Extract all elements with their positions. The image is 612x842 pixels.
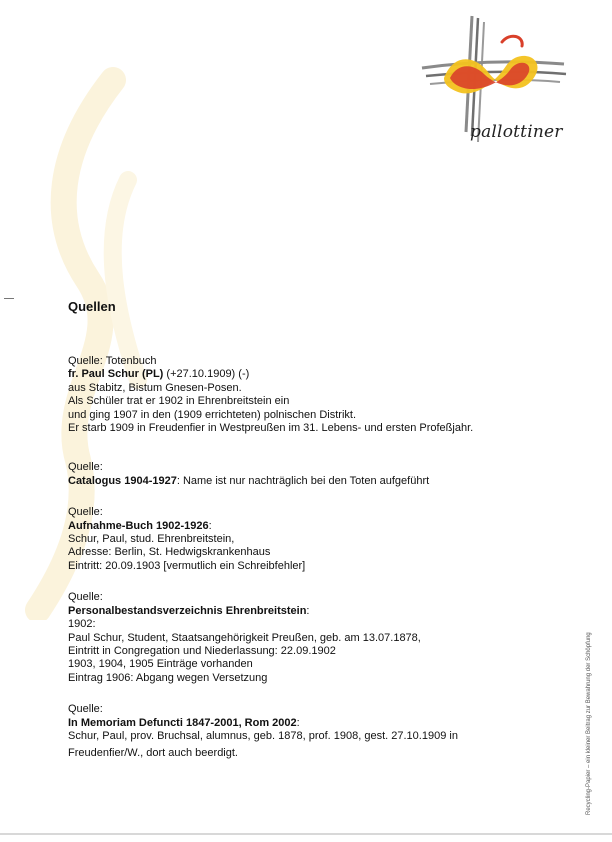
source-line: 1903, 1904, 1905 Einträge vorhanden bbox=[68, 658, 253, 671]
source-line: und ging 1907 in den (1909 errichteten) polnischen Distrikt. bbox=[68, 408, 357, 421]
logo-text: pallottiner bbox=[470, 122, 563, 142]
margin-mark bbox=[4, 298, 14, 299]
source-line: Freudenfier/W., dort auch beerdigt. bbox=[68, 747, 238, 760]
page-title: Quellen bbox=[68, 299, 116, 314]
source-line: Eintrag 1906: Abgang wegen Versetzung bbox=[68, 671, 268, 684]
source-label: Quelle: bbox=[68, 703, 103, 716]
source-line: Schur, Paul, prov. Bruchsal, alumnus, geb. 1878, prof. 1908, gest. 27.10.1909 in bbox=[68, 729, 458, 742]
source-title: Personalbestandsverzeichnis Ehrenbreitstein bbox=[68, 604, 307, 617]
source-line: Er starb 1909 in Freudenfier in Westpreußen im 31. Lebens- und ersten Profeßjahr. bbox=[68, 422, 474, 435]
source-block-catalogus bbox=[68, 461, 588, 488]
recycling-note: Recycling-Papier – ein kleiner Beitrag zur Bewahrung der Schöpfung bbox=[586, 632, 592, 815]
source-line: Eintritt: 20.09.1903 [vermutlich ein Schreibfehler] bbox=[68, 559, 306, 572]
source-title: Catalogus 1904-1927 bbox=[68, 474, 177, 487]
source-line: 1902: bbox=[68, 618, 96, 631]
source-title-rest: : bbox=[296, 716, 300, 729]
source-line: Paul Schur, Student, Staatsangehörigkeit Preußen, geb. am 13.07.1878, bbox=[68, 631, 421, 644]
source-label: Quelle: bbox=[68, 506, 103, 519]
source-block-aufnahme-buch bbox=[68, 506, 588, 573]
source-label: Quelle: bbox=[68, 461, 103, 474]
source-title-rest: : bbox=[208, 519, 212, 532]
source-label: Quelle: bbox=[68, 591, 103, 604]
source-title: fr. Paul Schur (PL) bbox=[68, 368, 164, 381]
source-title-rest: : Name ist nur nachträglich bei den Toten aufgeführt bbox=[176, 474, 430, 487]
source-label-title: Totenbuch bbox=[105, 355, 157, 367]
source-title: In Memoriam Defuncti 1847-2001, Rom 2002 bbox=[68, 716, 297, 729]
source-block-personalbestand bbox=[68, 591, 588, 685]
source-block-in-memoriam bbox=[68, 703, 588, 761]
source-title: Aufnahme-Buch 1902-1926 bbox=[68, 519, 209, 532]
page-edge-line bbox=[0, 833, 612, 835]
sources-list bbox=[68, 355, 588, 779]
source-line: Als Schüler trat er 1902 in Ehrenbreitstein ein bbox=[68, 395, 290, 408]
source-title-rest: : bbox=[306, 604, 310, 617]
source-line: Eintritt in Congregation und Niederlassung: 22.09.1902 bbox=[68, 644, 336, 657]
source-title-rest: (+27.10.1909) (-) bbox=[163, 368, 250, 381]
source-line: aus Stabitz, Bistum Gnesen-Posen. bbox=[68, 381, 242, 394]
source-line: Schur, Paul, stud. Ehrenbreitstein, bbox=[68, 533, 235, 546]
source-line: Adresse: Berlin, St. Hedwigskrankenhaus bbox=[68, 546, 271, 559]
source-label: Quelle: bbox=[68, 355, 106, 367]
source-block-totenbuch bbox=[68, 355, 588, 435]
